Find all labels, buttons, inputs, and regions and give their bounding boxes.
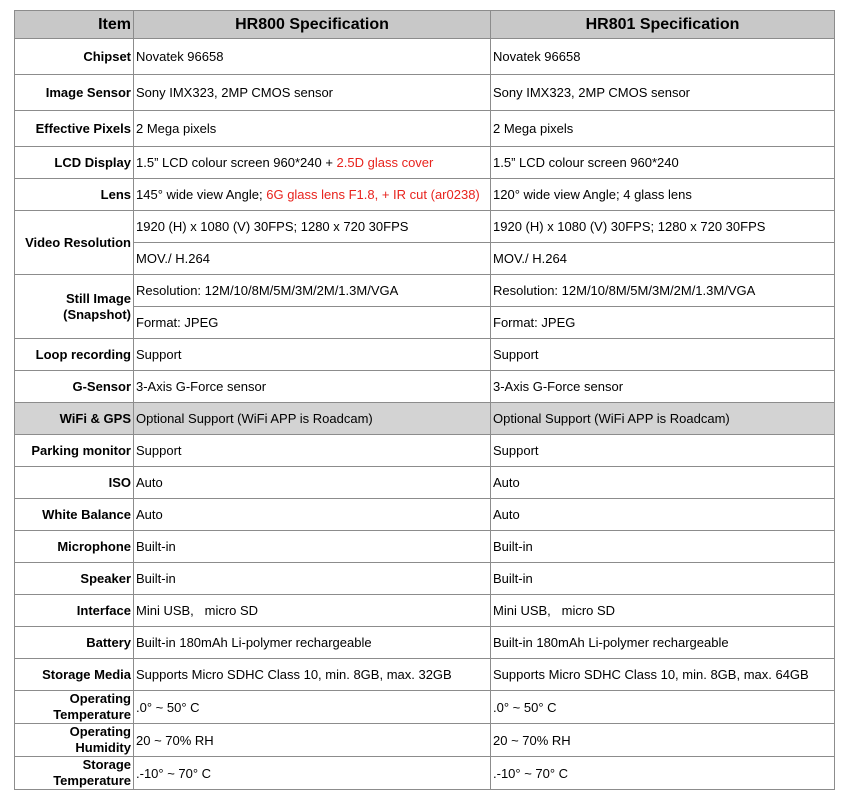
hr801-value: 3-Axis G-Force sensor — [491, 371, 835, 403]
hr800-value: 20 ~ 70% RH — [134, 724, 491, 757]
row-lens — [15, 179, 835, 211]
hr800-value-part: 145° wide view Angle; — [136, 187, 267, 202]
hr801-value: Built-in — [491, 563, 835, 595]
hr800-value: Built-in — [134, 531, 491, 563]
row-label: Effective Pixels — [15, 111, 134, 147]
hr801-value: Support — [491, 339, 835, 371]
row-speaker — [15, 563, 835, 595]
row-label: Still Image (Snapshot) — [15, 275, 134, 339]
hr800-value: Optional Support (WiFi APP is Roadcam) — [134, 403, 491, 435]
header-item: Item — [15, 11, 134, 39]
row-label: ISO — [15, 467, 134, 499]
hr801-value: 1920 (H) x 1080 (V) 30FPS; 1280 x 720 30FPS — [491, 211, 835, 243]
header-row — [15, 11, 835, 39]
hr801-value: Sony IMX323, 2MP CMOS sensor — [491, 75, 835, 111]
row-label: Operating Humidity — [15, 724, 134, 757]
row-label: White Balance — [15, 499, 134, 531]
hr801-value: 1.5” LCD colour screen 960*240 — [491, 147, 835, 179]
row-microphone — [15, 531, 835, 563]
header-hr800: HR800 Specification — [134, 11, 491, 39]
hr800-value: MOV./ H.264 — [134, 243, 491, 275]
row-storage-temperature — [15, 757, 835, 790]
hr801-value: .0° ~ 50° C — [491, 691, 835, 724]
hr800-value: Auto — [134, 467, 491, 499]
hr800-value: Support — [134, 339, 491, 371]
hr801-value: Supports Micro SDHC Class 10, min. 8GB, max. 64GB — [491, 659, 835, 691]
hr800-value-part: 1.5” LCD colour screen 960*240 + — [136, 155, 337, 170]
row-parking-monitor — [15, 435, 835, 467]
row-chipset — [15, 39, 835, 75]
row-still-image — [15, 275, 835, 307]
hr801-value: Auto — [491, 467, 835, 499]
hr800-value: Format: JPEG — [134, 307, 491, 339]
row-label: Image Sensor — [15, 75, 134, 111]
hr800-value: 2 Mega pixels — [134, 111, 491, 147]
row-label: WiFi & GPS — [15, 403, 134, 435]
row-label: Interface — [15, 595, 134, 627]
spec-table — [14, 10, 835, 790]
hr800-value: Mini USB, micro SD — [134, 595, 491, 627]
row-image-sensor — [15, 75, 835, 111]
row-operating-temperature — [15, 691, 835, 724]
row-label: Loop recording — [15, 339, 134, 371]
hr801-value: Built-in 180mAh Li-polymer rechargeable — [491, 627, 835, 659]
hr800-value: 1920 (H) x 1080 (V) 30FPS; 1280 x 720 30FPS — [134, 211, 491, 243]
hr800-value — [134, 179, 491, 211]
row-wifi-gps — [15, 403, 835, 435]
row-effective-pixels — [15, 111, 835, 147]
hr801-value: 2 Mega pixels — [491, 111, 835, 147]
row-white-balance — [15, 499, 835, 531]
hr801-value: Novatek 96658 — [491, 39, 835, 75]
row-storage-media — [15, 659, 835, 691]
hr800-value: Novatek 96658 — [134, 39, 491, 75]
hr800-value: 3-Axis G-Force sensor — [134, 371, 491, 403]
hr800-value: Support — [134, 435, 491, 467]
hr800-value: .-10° ~ 70° C — [134, 757, 491, 790]
row-interface — [15, 595, 835, 627]
hr800-value: Built-in — [134, 563, 491, 595]
row-g-sensor — [15, 371, 835, 403]
hr801-value: Built-in — [491, 531, 835, 563]
hr800-highlight: 2.5D glass cover — [336, 155, 434, 170]
row-label: LCD Display — [15, 147, 134, 179]
row-label: Parking monitor — [15, 435, 134, 467]
row-operating-humidity — [15, 724, 835, 757]
hr800-value: Built-in 180mAh Li-polymer rechargeable — [134, 627, 491, 659]
row-label: Operating Temperature — [15, 691, 134, 724]
row-battery — [15, 627, 835, 659]
hr801-value: Format: JPEG — [491, 307, 835, 339]
row-label: Chipset — [15, 39, 134, 75]
hr801-value: Support — [491, 435, 835, 467]
row-video-resolution — [15, 211, 835, 243]
hr801-value: Mini USB, micro SD — [491, 595, 835, 627]
hr800-value — [134, 147, 491, 179]
hr801-value: Auto — [491, 499, 835, 531]
hr801-value: 120° wide view Angle; 4 glass lens — [491, 179, 835, 211]
header-hr801: HR801 Specification — [491, 11, 835, 39]
row-label: Storage Media — [15, 659, 134, 691]
row-loop-recording — [15, 339, 835, 371]
row-video-format — [15, 243, 835, 275]
row-label: Battery — [15, 627, 134, 659]
row-label: Storage Temperature — [15, 757, 134, 790]
row-iso — [15, 467, 835, 499]
row-label: Lens — [15, 179, 134, 211]
hr800-value: .0° ~ 50° C — [134, 691, 491, 724]
hr801-value: Optional Support (WiFi APP is Roadcam) — [491, 403, 835, 435]
hr800-value: Sony IMX323, 2MP CMOS sensor — [134, 75, 491, 111]
hr801-value: .-10° ~ 70° C — [491, 757, 835, 790]
row-label: G-Sensor — [15, 371, 134, 403]
row-label: Video Resolution — [15, 211, 134, 275]
hr800-value: Resolution: 12M/10/8M/5M/3M/2M/1.3M/VGA — [134, 275, 491, 307]
hr801-value: Resolution: 12M/10/8M/5M/3M/2M/1.3M/VGA — [491, 275, 835, 307]
hr800-value: Auto — [134, 499, 491, 531]
hr801-value: 20 ~ 70% RH — [491, 724, 835, 757]
hr801-value: MOV./ H.264 — [491, 243, 835, 275]
row-label: Speaker — [15, 563, 134, 595]
hr800-value: Supports Micro SDHC Class 10, min. 8GB, max. 32GB — [134, 659, 491, 691]
row-lcd-display — [15, 147, 835, 179]
hr800-highlight: 6G glass lens F1.8, + IR cut (ar0238) — [266, 187, 480, 202]
row-label: Microphone — [15, 531, 134, 563]
row-still-format — [15, 307, 835, 339]
